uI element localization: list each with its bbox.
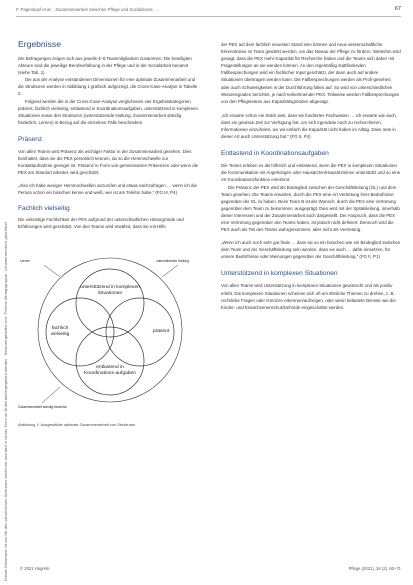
label-bottom: entlastend in Koordinations-aufgaben <box>84 364 136 376</box>
header-rule <box>16 16 401 17</box>
right-column <box>221 41 401 311</box>
running-header <box>16 6 401 15</box>
venn-figure <box>18 235 201 420</box>
page-footer <box>16 565 401 573</box>
paragraph: der PEX auf dem fachlich neuesten Stand sein können und neue wissenschaftliche Erkenntnisse im Team gestärkt werden, um das Niveau der Pflege zu fördern. Weiterhin wird gesagt, dass die PEX mehr Kapazität für Recherche haben und die Teams sich daher mit Fragestellungen an sie wenden können. An den regelmäßig stattfindenden Fallbesprechungen wird ein fachlicher Input geschätzt, der dann auch auf andere Situationen übertragen werden kann. Die Fallbesprechungen werden als Profi-gesehen, aber auch Schwierigkeiten in der Durchführung fallen auf. So wird von unterschiedlichen Wissensgraden berichtet, je nach teilnehmender PEX. Teilweise werden Fallbesprechungen von den Pflegeteams aus Kapazitätsgründen abgesagt. <box>221 42 401 104</box>
heading-komplexe-situationen: Unterstützend in komplexen Situationen <box>221 270 338 278</box>
heading-entlastend: Entlastend in Koordinationsaufgaben <box>221 150 329 158</box>
quote: „Also ich habe weniger Hemmschwellen anzurufen und etwas nachzufragen … wenn ich die Person schon ein bisschen kenne und weiß, wer ist am Telefon habe.“ (FG III, P4) <box>18 183 197 196</box>
paragraph: Die Befragungen zeigen sich aus jeweils 4–5 Teammitgliedern zusammen. Die beteiligten Akteure sind die jeweilige Berufserfahrung in der Pflege und in der Sozialarbeit benannt (siehe Tab. 1). <box>18 56 192 76</box>
paragraph: Von allen Teams wird Präsenz als wichtiger Faktor in der Zusammenarbeit gesehen. Dies beinhaltet, dass sie die PEX persönlich kennen, da so die Hemmschwelle zur Kontaktaufnahme geringer ist. Präsenz in Form von gemeinsamen Präsenzen oder wenn die PEX am Standort arbeitet, wird geschätzt. <box>18 148 199 176</box>
page-number: 67 <box>394 6 401 12</box>
paragraph: Die vielseitige Fachlichkeit der PEX aufgrund der unterschiedlichen Hintergründe und Erfahrungen wird geschätzt. Von den Teams wird erwähnt, dass sie mit Hilfe <box>18 216 184 229</box>
heading-fachlich-vielseitig: Fachlich vielseitig <box>18 204 70 212</box>
label-right: präsent <box>152 328 170 334</box>
annotation-haltung: unterstützende Haltung <box>156 258 189 263</box>
label-left: fachlich vielseitig <box>50 325 70 337</box>
leader-line <box>162 265 178 277</box>
leader-line <box>42 387 60 403</box>
label-top: unterstützend in komplexen Situationen <box>80 284 140 296</box>
footer-citation: Pflege (2021), 34 (2), 63–71 <box>348 566 401 571</box>
figure-caption: Abbildung 1: Ausgewählte optimale Zusammenarbeit von Strukturen <box>18 421 136 427</box>
quote: „Wenn ich auch noch sehr gut finde … dass sie so ein bisschen wie ein Bindeglied zwischen dem Team und der Geschäftsleitung sein werden, dass sie auch … dafür einsetzen, für unsere Bedürfnisse oder Meinungen gegenüber der Geschäftsleitung.“ (FG II, P1) <box>221 240 401 260</box>
quote: „Ich erwarte schon ein Stück weit, dass sie fundiertes Fachwissen … ich erwarte wie auch, dass sie gewisse Zeit zur Verfügung hat, um sich irgendwie noch zu recherchieren, Informationen einzuholen, wo wir einfach die Kapazität nicht haben im Alltag. Dass man in dieser Art auch Unterstützung hat.“ (FG II, P4) <box>221 112 397 140</box>
download-watermark <box>2 6 10 581</box>
heading-praesenz: Präsenz <box>18 135 43 143</box>
paragraph: Die Teams erleben es als hilfreich und entlastend, wenn die PEX in komplexen Situationen die Kommunikation mit Angehörigen oder Hausärzten/Hausärztinnen unterstützt und so eine Art Koordinationsfunktion einnimmt. <box>221 163 401 183</box>
paragraph: Die aus der Analyse entstandenen Dimensionen für eine optimale Zusammenarbeit und die Strukturen werden in Abbildung 1 grafisch aufgezeigt, die Cross-Case-Analyse in Tabelle 2. <box>18 77 198 97</box>
paragraph: Die Präsenz der PEX wird als Bindeglied zwischen der Geschäftsleitung (GL) und dem Team gesehen. Die Teams erwarten, durch die PEX eine Art Vertretung ihrer Bedürfnisse gegenüber der GL zu haben. Beim Team B ist der Wunsch, durch die PEX eine Vertretung gegenüber dem Team zu bekommen, ausgeprägt. Dies wird mit der Spitalsleitung, innerhalb dieser Interessen und der Zusammenarbeit auch dargestellt. Der Anspruch, dass die PEX eine Vertretung gegenüber den Teams haben, ist jedoch nicht definiert. Dennoch wird die PEX auch als Teil des Teams wahrgenommen, aber nicht als Vertretung. <box>221 184 400 233</box>
paragraph: Von allen Teams wird Unterstützung in komplexen Situationen gewünscht und als positiv erlebt. Die komplexen Situationen scheinen sich oft um ähnliche Themen zu drehen, z. B. rechtliche Fragen oder Grenzen erkennen/aufzeigen, oder wenn belastete Dienste wie die Kinder- und Erwachsenenschutzbehörde eingeschaltet werden. <box>221 283 396 310</box>
left-column <box>18 39 201 427</box>
annotation-lernen: Lernen <box>20 258 30 263</box>
heading-ergebnisse: Ergebnisse <box>18 39 61 49</box>
footer-copyright: © 2021 Hogrefe <box>20 566 50 571</box>
leader-line <box>44 265 60 277</box>
paragraph: Folgend werden die in der Cross-Case-Analyse verglichenen vier Ergebniskategorien präsent, fachlich vielseitig, entlastend in Koordinationsaufgaben, unterstützend in komplexen Situationen sowie drei Strukturen (unterstützende Haltung, Zusammenarbeit ständig förderlich, Lernen) in Bezug auf die einzelnen Fälle beschrieben. <box>18 98 198 125</box>
running-title: F. Pagenkopf et al. · Zusammenarbeit zwischen Pflege und Sozialdienst … <box>16 7 159 12</box>
annotation-zusammenarbeit: Zusammenarbeit ständig förderlich <box>18 404 68 409</box>
watermark-text: Dieses Dokument ist nur für den persönlichen Gebrauch bestimmt und darf in keiner Form an Dritte weitergegeben werden · Heruntergeladen von: Thieme Verlagsgruppe · Urheberrechtlich geschützt <box>4 221 8 581</box>
